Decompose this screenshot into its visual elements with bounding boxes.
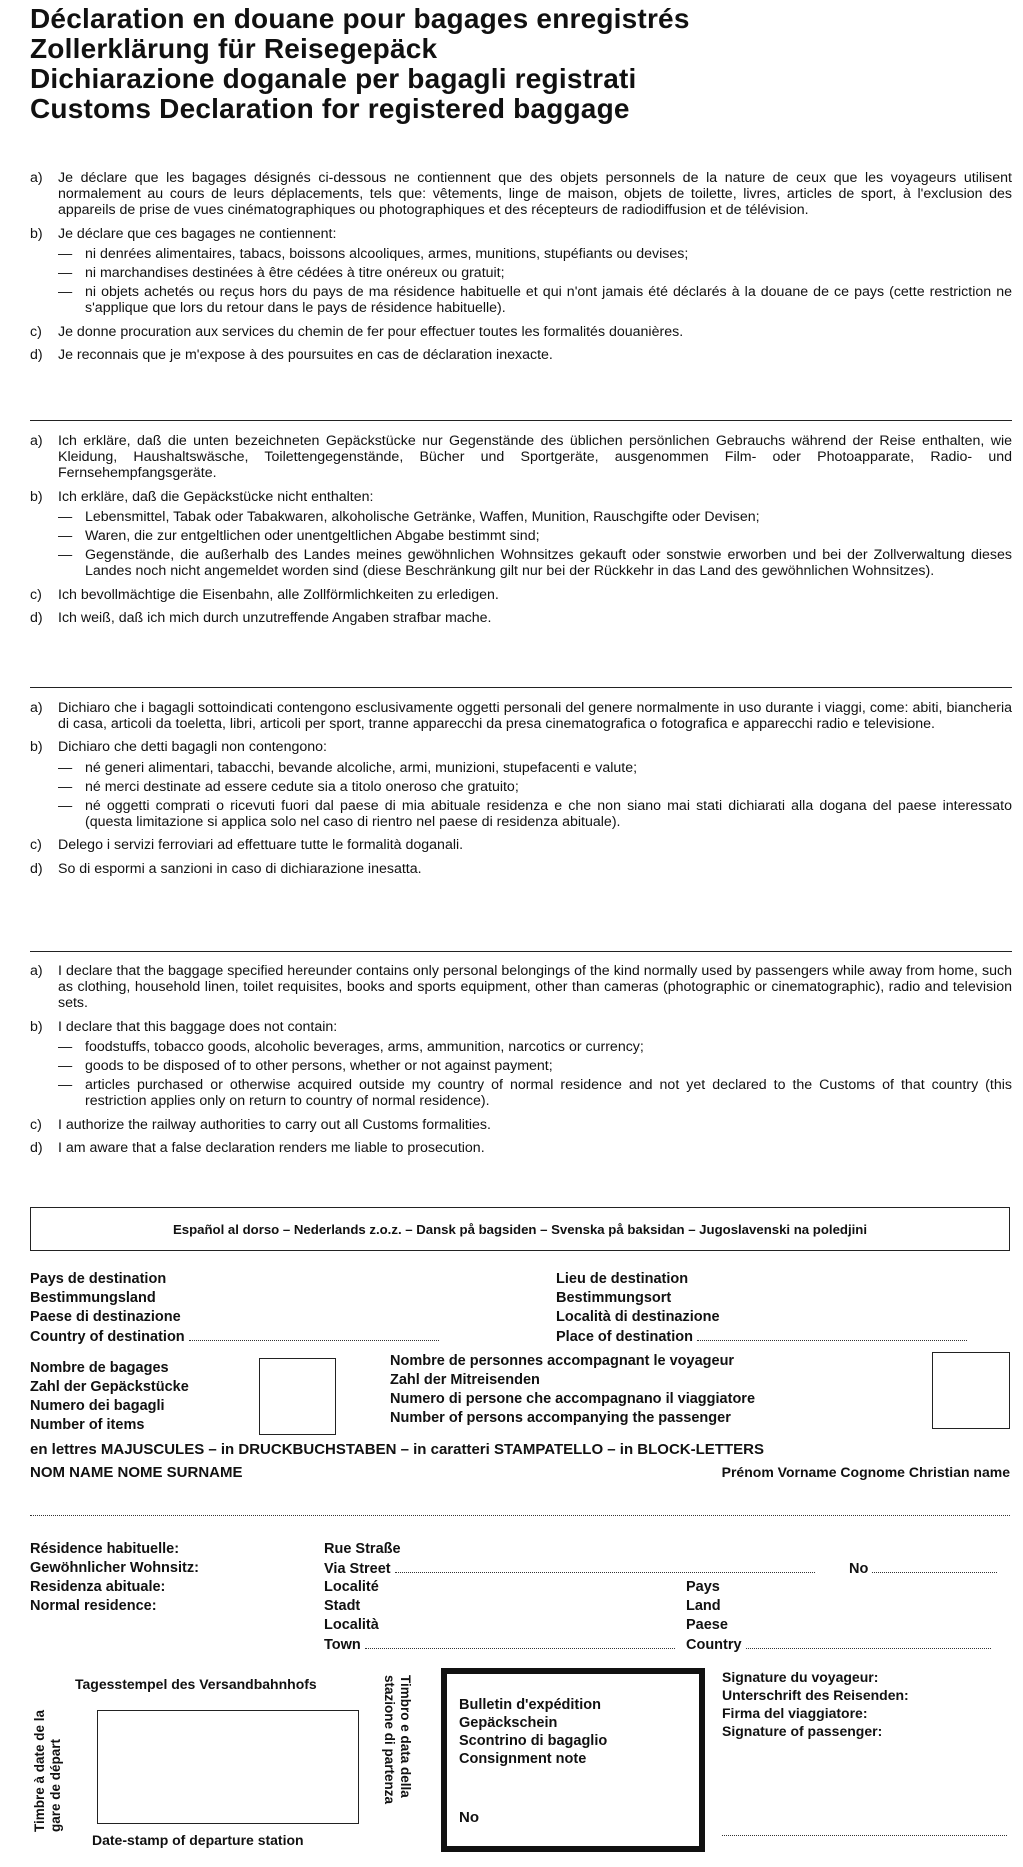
- clause-b-item: [58, 1077, 1012, 1109]
- clause-a: [30, 433, 1012, 482]
- clause-text: I declare that the baggage specified hereunder contains only personal belongings of the kind normally used by passengers while away from home, such as clothing, household linen, toilet requisites, books and sports equipment, other than cameras (photographic or cinematographic), radio and television sets.: [58, 963, 1012, 1012]
- clause-b-item-text: né oggetti comprati o ricevuti fuori dal paese di mia abituale residenza e che non siano mai stati dichiarati alla dogana del paese interessato (questa limitazione si applica solo nel caso di rientro nel paese di residenza abituale).: [85, 798, 1012, 831]
- clause-text: Ich erkläre, daß die unten bezeichneten Gepäckstücke nur Gegenstände des üblichen persönlichen Gebrauchs während der Reise enthalten, wie Kleidung, Haushaltswäsche, Toilettengegenstände, Bücher und Sportgeräte, ausgenommen Film- oder Photoapparate, Radio- und Fernsehempfangsgeräte.: [58, 433, 1012, 482]
- clause-text: Delego i servizi ferroviari ad effettuare tutte le formalità doganali.: [58, 837, 464, 854]
- label-line: Firma del viaggiatore:: [722, 1705, 868, 1721]
- house-number: [849, 1559, 997, 1579]
- label-line: Consignment note: [459, 1751, 587, 1767]
- clause-c: [30, 587, 1012, 603]
- dash: —: [58, 1077, 73, 1094]
- clause-text: Je déclare que ces bagages ne contiennent:: [58, 225, 337, 242]
- label-line: Country: [686, 1637, 742, 1653]
- clause-text: Ich bevollmächtige die Eisenbahn, alle Zollförmlichkeiten zu erledigen.: [58, 586, 499, 603]
- label-line: Numero dei bagagli: [30, 1398, 165, 1414]
- residence-label: [30, 1540, 199, 1616]
- divider: [30, 951, 1012, 952]
- clause-letter: a): [30, 170, 43, 186]
- label-line: Residenza abituale:: [30, 1579, 166, 1595]
- dash: —: [58, 1038, 73, 1055]
- clause-b-item: [58, 265, 1012, 281]
- label-line: Nombre de personnes accompagnant le voyageur: [390, 1353, 735, 1369]
- number-of-persons-label: [390, 1352, 755, 1428]
- dash: —: [58, 528, 73, 545]
- clause-b-item-text: Gegenstände, die außerhalb des Landes meines gewöhnlichen Wohnsitzes gekauft oder sonstwie erworben und bei der Zollverwaltung dieses Landes noch nicht angemeldet worden sind (diese Beschränkung gilt nur bei der Rückkehr in das Land des gewöhnlichen Wohnsitzes).: [85, 547, 1012, 580]
- clause-b-item-text: goods to be disposed of to other persons, whether or not against payment;: [85, 1058, 553, 1075]
- clause-letter: d): [30, 860, 43, 877]
- dash: —: [58, 245, 73, 262]
- divider: [30, 420, 1012, 421]
- label-line: Bestimmungsort: [556, 1290, 672, 1306]
- number-of-items-label: [30, 1359, 189, 1435]
- clause-letter: c): [30, 586, 42, 603]
- town-field[interactable]: [365, 1635, 675, 1649]
- label-line: Località: [324, 1617, 379, 1633]
- divider: [30, 687, 1012, 688]
- label-line: Località di destinazione: [556, 1309, 720, 1325]
- clause-letter: c): [30, 837, 42, 854]
- label-line: Town: [324, 1637, 361, 1653]
- label-line: Timbre à date de la gare de départ: [32, 1709, 63, 1832]
- label-line: Place of destination: [556, 1329, 693, 1345]
- clause-letter: d): [30, 346, 43, 363]
- label-line: Nombre de bagages: [30, 1360, 169, 1376]
- clause-letter: d): [30, 1139, 43, 1156]
- section-english: [30, 963, 1012, 1163]
- dash: —: [58, 284, 73, 301]
- signature-label: [722, 1668, 909, 1740]
- label-line: Number of persons accompanying the passenger: [390, 1410, 731, 1426]
- destination-country-label: [30, 1270, 439, 1347]
- label-line: Normal residence:: [30, 1598, 157, 1614]
- clause-c: [30, 837, 1012, 853]
- destination-place-field[interactable]: [697, 1327, 967, 1341]
- clause-c: [30, 324, 1012, 340]
- dash: —: [58, 508, 73, 525]
- clause-letter: b): [30, 739, 43, 756]
- stamp-label-en: Date-stamp of departure station: [92, 1832, 304, 1848]
- form-titles: [30, 4, 690, 124]
- label-line: Pays: [686, 1579, 720, 1595]
- clause-b: [30, 1019, 1012, 1035]
- clause-b-item: [58, 528, 1012, 544]
- clause-text: Je donne procuration aux services du chemin de fer pour effectuer toutes les formalités douanières.: [58, 323, 684, 340]
- clause-b-item-text: ni objets achetés ou reçus hors du pays de ma résidence habituelle et qui n'ont jamais été déclarés à la douane de ce pays (cette restriction ne s'applique que lors du retour dans le pays de résidence habituelle).: [85, 284, 1012, 317]
- clause-b-item-text: ni denrées alimentaires, tabacs, boissons alcooliques, armes, munitions, stupéfiants ou devises;: [85, 245, 689, 262]
- clause-text: I am aware that a false declaration renders me liable to prosecution.: [58, 1139, 485, 1156]
- country-field[interactable]: [746, 1635, 991, 1649]
- clause-b: [30, 226, 1012, 242]
- label-line: Gepäckschein: [459, 1715, 558, 1731]
- stamp-label-de: Tagesstempel des Versandbahnhofs: [75, 1676, 317, 1692]
- clause-b-item-text: né merci destinate ad essere cedute sia a titolo oneroso che gratuito;: [85, 778, 519, 795]
- clause-b-item-text: Lebensmittel, Tabak oder Tabakwaren, alkoholische Getränke, Waffen, Munition, Rauschgifte oder Devisen;: [85, 508, 760, 525]
- clause-b-item: [58, 1058, 1012, 1074]
- title-it: Dichiarazione doganale per bagagli registrati: [30, 63, 637, 94]
- clause-text: Je déclare que les bagages désignés ci-dessous ne contiennent que des objets personnels de la nature de ceux que les voyageurs utilisent normalement au cours de leurs déplacements, tels que: vêtements, linge de maison, objets de toilette, livres, articles de sport, à l'exclusion des appareils de prise de vues cinématographiques ou photographiques et des récepteurs de radiodiffusion et de télévision.: [58, 170, 1012, 219]
- clause-b-item-text: ni marchandises destinées à être cédées à titre onéreux ou gratuit;: [85, 265, 505, 282]
- clause-letter: d): [30, 609, 43, 626]
- street-label: [324, 1540, 815, 1579]
- label-line: Bulletin d'expédition: [459, 1697, 602, 1713]
- clause-letter: b): [30, 225, 43, 242]
- consignment-number-label: No: [459, 1809, 479, 1826]
- label-line: Pays de destination: [30, 1271, 167, 1287]
- first-name-label: Prénom Vorname Cognome Christian name: [721, 1464, 1010, 1480]
- clause-letter: a): [30, 700, 43, 716]
- label-line: Zahl der Gepäckstücke: [30, 1379, 189, 1395]
- clause-text: I declare that this baggage does not contain:: [58, 1018, 338, 1035]
- clause-letter: c): [30, 323, 42, 340]
- label-line: Zahl der Mitreisenden: [390, 1372, 540, 1388]
- clause-b: [30, 739, 1012, 755]
- stamp-label-it: [381, 1675, 413, 1850]
- surname-label: NOM NAME NOME SURNAME: [30, 1464, 243, 1481]
- clause-a: [30, 170, 1012, 219]
- label-line: Gewöhnlicher Wohnsitz:: [30, 1560, 199, 1576]
- language-notice: Español al dorso – Nederlands z.o.z. – Dansk på bagsiden – Svenska på baksidan – Jugoslavenski na poledjini: [172, 1221, 868, 1237]
- clause-b-item: [58, 760, 1012, 776]
- label-line: Paese di destinazione: [30, 1309, 181, 1325]
- signature-field[interactable]: [722, 1835, 1007, 1836]
- label-line: Unterschrift des Reisenden:: [722, 1687, 909, 1703]
- street-field[interactable]: [395, 1559, 815, 1573]
- label-line: Numero di persone che accompagnano il viaggiatore: [390, 1391, 756, 1407]
- dash: —: [58, 778, 73, 795]
- name-field[interactable]: [30, 1502, 1010, 1516]
- dash: —: [58, 265, 73, 282]
- clause-b-item: [58, 1039, 1012, 1055]
- clause-b-item-text: foodstuffs, tobacco goods, alcoholic beverages, arms, ammunition, narcotics or currency;: [85, 1038, 644, 1055]
- title-en: Customs Declaration for registered baggage: [30, 93, 630, 124]
- clause-b-item-text: né generi alimentari, tabacchi, bevande alcoliche, armi, munizioni, stupefacenti e valute;: [85, 759, 638, 776]
- clause-c: [30, 1117, 1012, 1133]
- clause-letter: b): [30, 1018, 43, 1035]
- clause-b-item: [58, 779, 1012, 795]
- clause-letter: c): [30, 1116, 42, 1133]
- clause-text: Ich weiß, daß ich mich durch unzutreffende Angaben strafbar mache.: [58, 609, 492, 626]
- clause-letter: a): [30, 433, 43, 449]
- clause-letter: a): [30, 963, 43, 979]
- clause-b-item: [58, 547, 1012, 579]
- label-line: Signature of passenger:: [722, 1723, 883, 1739]
- number-of-persons-box[interactable]: [932, 1352, 1010, 1429]
- clause-d: [30, 861, 1012, 877]
- date-stamp-box[interactable]: [97, 1710, 359, 1824]
- clause-text: Dichiaro che i bagagli sottoindicati contengono esclusivamente oggetti personali del genere normalmente in uso durante i viaggi, come: abiti, biancheria di casa, articoli da toeletta, libri, articoli per sport, tranne apparecchi da presa cinematografica o fotografica e apparecchi radio e televisione.: [58, 700, 1012, 733]
- label-line: Scontrino di bagaglio: [459, 1733, 608, 1749]
- label-line: Stadt: [324, 1598, 361, 1614]
- dash: —: [58, 547, 73, 564]
- label-line: Paese: [686, 1617, 728, 1633]
- town-label: [324, 1578, 675, 1655]
- clause-text: So di espormi a sanzioni in caso di dichiarazione inesatta.: [58, 860, 422, 877]
- label-line: Country of destination: [30, 1329, 185, 1345]
- number-of-items-box[interactable]: [259, 1358, 336, 1435]
- label-line: Signature du voyageur:: [722, 1669, 879, 1685]
- destination-country-field[interactable]: [189, 1327, 439, 1341]
- label-line: Land: [686, 1598, 721, 1614]
- label-line: Via Street: [324, 1561, 391, 1577]
- clause-d: [30, 610, 1012, 626]
- label-line: Localité: [324, 1579, 379, 1595]
- dash: —: [58, 759, 73, 776]
- clause-b-item: [58, 509, 1012, 525]
- stamp-label-fr: [32, 1682, 64, 1832]
- clause-text: Dichiaro che detti bagagli non contengono:: [58, 739, 327, 756]
- clause-b-item: [58, 246, 1012, 262]
- clause-b: [30, 489, 1012, 505]
- destination-place-label: [556, 1270, 967, 1347]
- clause-b-item: [58, 798, 1012, 830]
- section-french: [30, 170, 1012, 370]
- clause-d: [30, 1140, 1012, 1156]
- consignment-labels: [459, 1696, 607, 1768]
- label-line: Résidence habituelle:: [30, 1541, 180, 1557]
- clause-a: [30, 963, 1012, 1012]
- title-fr: Déclaration en douane pour bagages enregistrés: [30, 3, 690, 34]
- country-label: [686, 1578, 991, 1655]
- clause-b-item: [58, 284, 1012, 316]
- clause-a: [30, 700, 1012, 732]
- house-number-field[interactable]: [872, 1559, 997, 1573]
- block-letters-instruction: en lettres MAJUSCULES – in DRUCKBUCHSTABEN – in caratteri STAMPATELLO – in BLOCK-LETTERS: [30, 1441, 764, 1458]
- dash: —: [58, 1058, 73, 1075]
- label-line: Lieu de destination: [556, 1271, 689, 1287]
- clause-text: Ich erkläre, daß die Gepäckstücke nicht enthalten:: [58, 488, 374, 505]
- clause-d: [30, 347, 1012, 363]
- number-label: No: [849, 1561, 869, 1577]
- consignment-note-box: [441, 1668, 705, 1852]
- title-de: Zollerklärung für Reisegepäck: [30, 33, 438, 64]
- section-italian: [30, 700, 1012, 884]
- label-line: Rue Straße: [324, 1541, 401, 1557]
- clause-b-item-text: Waren, die zur entgeltlichen oder unentgeltlichen Abgabe bestimmt sind;: [85, 528, 540, 545]
- section-german: [30, 433, 1012, 633]
- label-line: Bestimmungsland: [30, 1290, 156, 1306]
- label-line: Number of items: [30, 1417, 145, 1433]
- label-line: Timbro e data della stazione di partenza: [382, 1675, 413, 1805]
- clause-text: Je reconnais que je m'expose à des poursuites en cas de déclaration inexacte.: [58, 346, 553, 363]
- clause-letter: b): [30, 488, 43, 505]
- dash: —: [58, 798, 73, 815]
- clause-b-item-text: articles purchased or otherwise acquired outside my country of normal residence and not yet declared to the Customs of that country (this restriction applies only on return to country of normal residence).: [85, 1077, 1012, 1110]
- clause-text: I authorize the railway authorities to carry out all Customs formalities.: [58, 1116, 491, 1133]
- language-notice-box: [30, 1207, 1010, 1251]
